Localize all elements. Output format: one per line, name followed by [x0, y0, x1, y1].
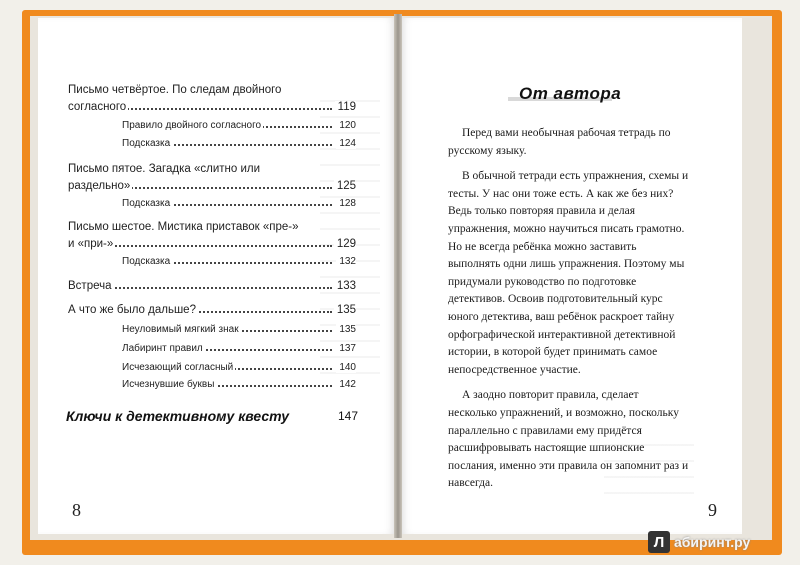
toc-keys-entry [66, 408, 358, 424]
toc-entry [68, 180, 356, 192]
toc-page-number: 124 [336, 138, 356, 149]
toc-entry-continuation: раздельно» [68, 180, 131, 192]
toc-keys-title: Ключи к детективному квесту [66, 408, 290, 424]
toc-page-number: 129 [334, 238, 356, 250]
toc-subentry [122, 138, 356, 149]
toc-entry-title: Письмо четвёртое. По следам двойного [68, 84, 282, 96]
toc-entry-title: Письмо пятое. Загадка «слитно или [68, 163, 261, 175]
toc-entry [68, 238, 356, 250]
toc-subentry [122, 379, 356, 390]
toc-subentry [122, 324, 356, 335]
toc-page-number: 125 [334, 180, 356, 192]
toc-page-number: 132 [336, 256, 356, 267]
foreword-text [448, 125, 690, 501]
foreword-paragraph: Перед вами необычная рабочая тетрадь по русскому языку. [448, 127, 671, 157]
toc-entry-title: Встреча [68, 280, 112, 292]
toc-page-number: 140 [336, 362, 356, 373]
toc-subentry [122, 256, 356, 267]
toc-page-number: 133 [334, 280, 356, 292]
toc-entry [68, 304, 356, 316]
toc-entry [68, 101, 356, 113]
toc-subentry-title: Подсказка [122, 198, 171, 209]
toc-page-number: 135 [334, 304, 356, 316]
page-heading: От автора [519, 84, 622, 103]
toc-subentry [122, 343, 356, 354]
toc-page-number: 119 [335, 101, 356, 113]
toc-subentry [122, 198, 356, 209]
toc-subentry [122, 120, 356, 131]
watermark-text: абиринт.ру [674, 534, 751, 550]
toc-entry-continuation: согласного [68, 101, 127, 113]
toc-page-number: 120 [336, 120, 356, 131]
toc-subentry-title: Исчезающий согласный [122, 362, 234, 373]
toc-page-number: 142 [336, 379, 356, 390]
toc-subentry-title: Подсказка [122, 256, 171, 267]
toc-entry [68, 280, 356, 292]
toc-subentry-title: Подсказка [122, 138, 171, 149]
bleed-through-left [320, 86, 380, 386]
watermark [648, 530, 750, 554]
toc-subentry [122, 362, 356, 373]
foreword-paragraph: В обычной тетради есть упражнения, схемы и тесты. У нас они тоже есть. А как же без них? Ведь только повторяя правила и делая упражнения, можно научиться писать грамотно. Но не всегда ребёнка можно заставить выполнять одни лишь упражнения. Поэтому мы придумали руководство по подготовке детективов. Освоив подготовительный курс юного детектива, ваш ребёнок раскроет тайну орфографической интерактивной детективной истории, в которой будет принимать самое непосредственное участие. [448, 170, 689, 376]
toc-entry-continuation: и «при-» [68, 238, 114, 250]
toc-page-number: 137 [336, 343, 356, 354]
toc-subentry-title: Неуловимый мягкий знак [122, 324, 239, 335]
toc-subentry-title: Исчезнувшие буквы [122, 379, 215, 390]
toc-page-number: 147 [337, 409, 358, 423]
book-gutter [394, 14, 402, 538]
toc-subentry-title: Лабиринт правил [122, 343, 203, 354]
toc-subentry-title: Правило двойного согласного [122, 120, 262, 131]
toc-entry-title: Письмо шестое. Мистика приставок «пре-» [68, 221, 299, 233]
toc-entry-title: А что же было дальше? [68, 304, 196, 316]
watermark-logo-icon: Л [648, 531, 670, 553]
left-page-number: 8 [72, 500, 81, 520]
foreword-paragraph: А заодно повторит правила, сделает несколько упражнений, и возможно, поскольку параллельно с правилами ему придётся расшифровывать настоящие шпионские послания, именно эти правила он запомнит раз и навсегда. [448, 389, 689, 490]
toc-page-number: 128 [336, 198, 356, 209]
right-page-number: 9 [708, 500, 717, 520]
toc-page-number: 135 [336, 324, 356, 335]
